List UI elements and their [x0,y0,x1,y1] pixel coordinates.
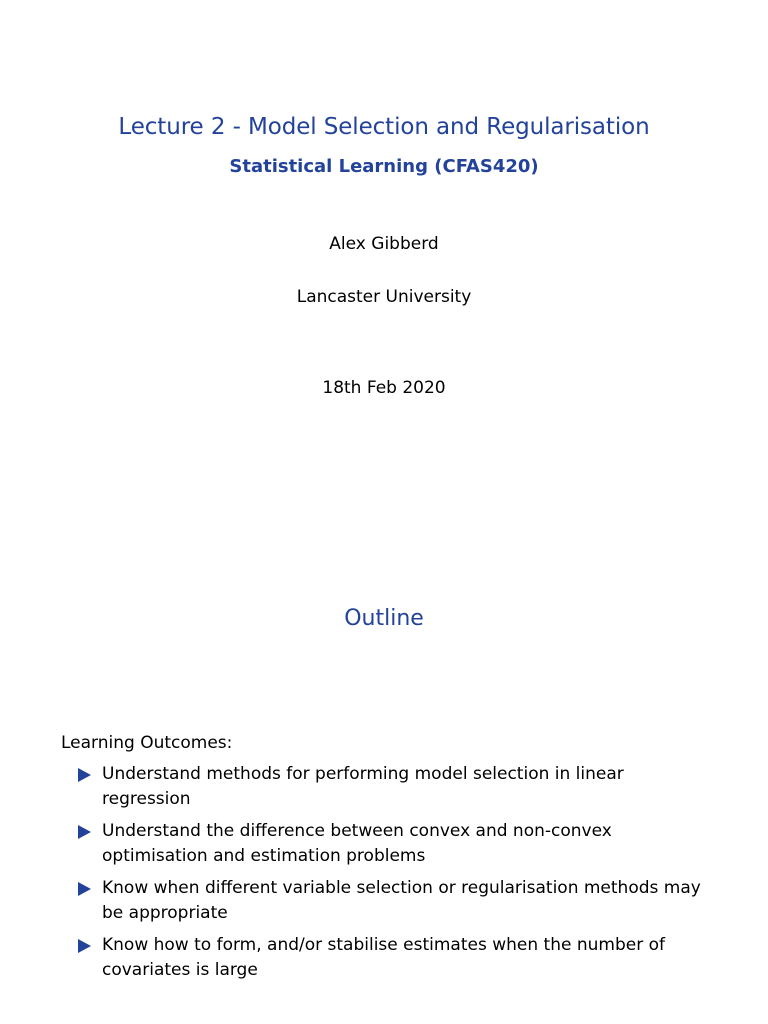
author-name: Alex Gibberd [329,234,439,254]
list-item-text: Know when different variable selection or regularisation methods may be appropriate [102,878,701,923]
learning-outcomes-heading: Learning Outcomes: [61,733,233,753]
list-item-text: Understand methods for performing model selection in linear regression [102,764,624,809]
triangle-bullet-icon [78,825,91,839]
lecture-title: Lecture 2 - Model Selection and Regularisation [118,114,650,140]
course-subtitle: Statistical Learning (CFAS420) [229,156,539,177]
triangle-bullet-icon [78,939,91,953]
list-item [0,876,768,926]
list-item [0,762,768,812]
triangle-bullet-icon [78,768,91,782]
learning-outcomes-list [0,762,768,990]
list-item [0,933,768,983]
institute-name: Lancaster University [296,287,472,307]
lecture-date: 18th Feb 2020 [322,378,446,398]
list-item [0,819,768,869]
triangle-bullet-icon [78,882,91,896]
outline-title: Outline [344,606,424,631]
list-item-text: Understand the difference between convex and non-convex optimisation and estimation problems [102,821,612,866]
list-item-text: Know how to form, and/or stabilise estimates when the number of covariates is large [102,935,665,980]
